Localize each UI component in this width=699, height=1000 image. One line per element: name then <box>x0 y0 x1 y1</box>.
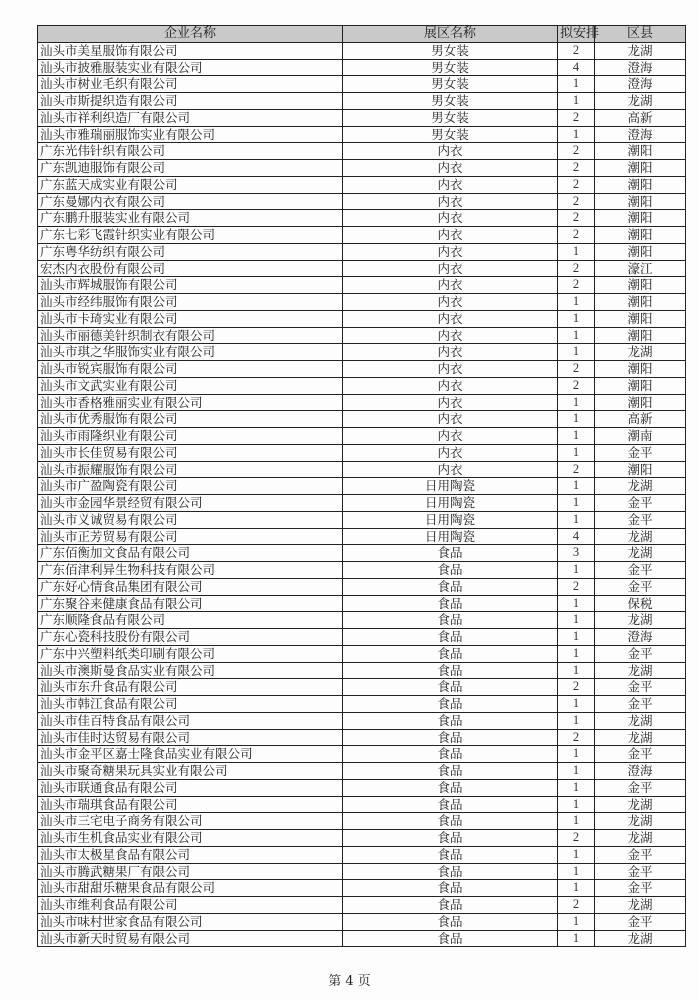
table-row <box>38 595 686 612</box>
enterprise-name-cell: 汕头市经纬服饰有限公司 <box>38 294 343 311</box>
exhibit-zone-cell: 日用陶瓷 <box>343 495 558 512</box>
district-cell: 潮阳 <box>595 143 686 160</box>
planned-count-cell: 1 <box>558 696 595 713</box>
district-cell: 龙湖 <box>595 528 686 545</box>
planned-count-cell: 2 <box>558 377 595 394</box>
planned-count-cell: 1 <box>558 796 595 813</box>
district-cell: 澄海 <box>595 76 686 93</box>
enterprise-name-cell: 汕头市腾武糖果厂有限公司 <box>38 863 343 880</box>
table-row <box>38 913 686 930</box>
district-cell: 金平 <box>595 444 686 461</box>
enterprise-name-cell: 汕头市新天时贸易有限公司 <box>38 930 343 947</box>
district-cell: 潮阳 <box>595 310 686 327</box>
enterprise-name-cell: 汕头市树业毛织有限公司 <box>38 76 343 93</box>
district-cell: 金平 <box>595 511 686 528</box>
district-cell: 金平 <box>595 578 686 595</box>
district-cell: 龙湖 <box>595 830 686 847</box>
table-body <box>38 42 686 947</box>
table-row <box>38 193 686 210</box>
exhibit-zone-cell: 内衣 <box>343 310 558 327</box>
table-row <box>38 746 686 763</box>
exhibit-zone-cell: 食品 <box>343 679 558 696</box>
table-row <box>38 377 686 394</box>
planned-count-cell: 2 <box>558 109 595 126</box>
enterprise-name-cell: 汕头市斯提织造有限公司 <box>38 93 343 110</box>
planned-count-cell: 1 <box>558 662 595 679</box>
table-row <box>38 578 686 595</box>
enterprise-name-cell: 汕头市广盈陶瓷有限公司 <box>38 478 343 495</box>
table-row <box>38 176 686 193</box>
planned-count-cell: 1 <box>558 511 595 528</box>
planned-count-cell: 1 <box>558 478 595 495</box>
exhibit-zone-cell: 食品 <box>343 595 558 612</box>
district-cell: 澄海 <box>595 59 686 76</box>
table-row <box>38 679 686 696</box>
enterprise-name-cell: 汕头市披雅服装实业有限公司 <box>38 59 343 76</box>
district-cell: 澄海 <box>595 763 686 780</box>
exhibit-zone-cell: 内衣 <box>343 243 558 260</box>
enterprise-name-cell: 广东佰衡加文食品有限公司 <box>38 545 343 562</box>
exhibit-zone-cell: 食品 <box>343 696 558 713</box>
table-row <box>38 813 686 830</box>
district-cell: 潮阳 <box>595 227 686 244</box>
planned-count-cell: 2 <box>558 679 595 696</box>
district-cell: 潮南 <box>595 428 686 445</box>
enterprise-name-cell: 广东佰津利异生物科技有限公司 <box>38 562 343 579</box>
district-cell: 金平 <box>595 679 686 696</box>
planned-count-cell: 2 <box>558 461 595 478</box>
table-row <box>38 897 686 914</box>
exhibit-zone-cell: 男女装 <box>343 76 558 93</box>
district-cell: 潮阳 <box>595 243 686 260</box>
exhibit-zone-cell: 食品 <box>343 562 558 579</box>
exhibit-zone-cell: 男女装 <box>343 93 558 110</box>
district-cell: 龙湖 <box>595 93 686 110</box>
enterprise-name-cell: 汕头市雅瑞丽服饰实业有限公司 <box>38 126 343 143</box>
district-cell: 潮阳 <box>595 327 686 344</box>
district-cell: 龙湖 <box>595 712 686 729</box>
exhibit-zone-cell: 内衣 <box>343 377 558 394</box>
enterprise-name-cell: 汕头市佳时达贸易有限公司 <box>38 729 343 746</box>
district-cell: 潮阳 <box>595 176 686 193</box>
enterprise-name-cell: 汕头市三宅电子商务有限公司 <box>38 813 343 830</box>
table-row <box>38 662 686 679</box>
planned-count-cell: 1 <box>558 629 595 646</box>
district-cell: 高新 <box>595 411 686 428</box>
district-cell: 龙湖 <box>595 662 686 679</box>
planned-count-cell: 2 <box>558 176 595 193</box>
table-row <box>38 562 686 579</box>
exhibit-zone-cell: 内衣 <box>343 461 558 478</box>
table-row <box>38 143 686 160</box>
enterprise-name-cell: 汕头市联通食品有限公司 <box>38 779 343 796</box>
district-cell: 潮阳 <box>595 394 686 411</box>
table-row <box>38 545 686 562</box>
planned-count-cell: 1 <box>558 746 595 763</box>
exhibit-zone-cell: 内衣 <box>343 428 558 445</box>
district-cell: 龙湖 <box>595 42 686 59</box>
district-cell: 龙湖 <box>595 612 686 629</box>
table-row <box>38 629 686 646</box>
table-row <box>38 712 686 729</box>
exhibit-zone-cell: 日用陶瓷 <box>343 478 558 495</box>
planned-count-cell: 1 <box>558 126 595 143</box>
planned-count-cell: 1 <box>558 394 595 411</box>
table-header-row <box>38 26 686 43</box>
planned-count-cell: 2 <box>558 729 595 746</box>
district-cell: 龙湖 <box>595 897 686 914</box>
exhibit-zone-cell: 男女装 <box>343 109 558 126</box>
enterprise-name-cell: 汕头市金平区嘉士隆食品实业有限公司 <box>38 746 343 763</box>
header-exhibit-zone: 展区名称 <box>343 26 558 43</box>
header-district: 区县 <box>595 26 686 43</box>
table-row <box>38 76 686 93</box>
planned-count-cell: 1 <box>558 310 595 327</box>
table-row <box>38 210 686 227</box>
exhibit-zone-cell: 日用陶瓷 <box>343 528 558 545</box>
table-row <box>38 830 686 847</box>
exhibit-zone-cell: 内衣 <box>343 227 558 244</box>
district-cell: 金平 <box>595 779 686 796</box>
table-row <box>38 160 686 177</box>
enterprise-name-cell: 广东好心情食品集团有限公司 <box>38 578 343 595</box>
enterprise-name-cell: 汕头市祥利织造厂有限公司 <box>38 109 343 126</box>
exhibit-zone-cell: 食品 <box>343 729 558 746</box>
planned-count-cell: 1 <box>558 243 595 260</box>
enterprise-name-cell: 宏杰内衣股份有限公司 <box>38 260 343 277</box>
planned-count-cell: 2 <box>558 260 595 277</box>
planned-count-cell: 2 <box>558 210 595 227</box>
exhibit-zone-cell: 内衣 <box>343 394 558 411</box>
district-cell: 龙湖 <box>595 930 686 947</box>
district-cell: 潮阳 <box>595 160 686 177</box>
district-cell: 澄海 <box>595 629 686 646</box>
table-row <box>38 645 686 662</box>
table-row <box>38 511 686 528</box>
enterprise-name-cell: 汕头市聚奇糖果玩具实业有限公司 <box>38 763 343 780</box>
planned-count-cell: 1 <box>558 76 595 93</box>
district-cell: 潮阳 <box>595 277 686 294</box>
planned-count-cell: 2 <box>558 830 595 847</box>
planned-count-cell: 2 <box>558 361 595 378</box>
planned-count-cell: 4 <box>558 59 595 76</box>
enterprise-name-cell: 汕头市金园华景经贸有限公司 <box>38 495 343 512</box>
exhibit-zone-cell: 内衣 <box>343 210 558 227</box>
table-row <box>38 444 686 461</box>
table-row <box>38 277 686 294</box>
enterprise-name-cell: 汕头市义诚贸易有限公司 <box>38 511 343 528</box>
enterprise-name-cell: 汕头市长佳贸易有限公司 <box>38 444 343 461</box>
district-cell: 龙湖 <box>595 729 686 746</box>
district-cell: 龙湖 <box>595 545 686 562</box>
planned-count-cell: 1 <box>558 411 595 428</box>
exhibit-zone-cell: 食品 <box>343 913 558 930</box>
exhibit-zone-cell: 内衣 <box>343 176 558 193</box>
enterprise-name-cell: 汕头市味村世家食品有限公司 <box>38 913 343 930</box>
enterprise-name-cell: 汕头市琪之华服饰实业有限公司 <box>38 344 343 361</box>
planned-count-cell: 1 <box>558 779 595 796</box>
planned-count-cell: 1 <box>558 913 595 930</box>
district-cell: 金平 <box>595 863 686 880</box>
enterprise-name-cell: 汕头市优秀服饰有限公司 <box>38 411 343 428</box>
table-row <box>38 227 686 244</box>
district-cell: 高新 <box>595 109 686 126</box>
exhibit-zone-cell: 食品 <box>343 897 558 914</box>
exhibit-zone-cell: 食品 <box>343 930 558 947</box>
exhibit-zone-cell: 食品 <box>343 612 558 629</box>
district-cell: 金平 <box>595 846 686 863</box>
table-row <box>38 243 686 260</box>
exhibit-zone-cell: 食品 <box>343 813 558 830</box>
table-row <box>38 344 686 361</box>
exhibit-zone-cell: 男女装 <box>343 126 558 143</box>
planned-count-cell: 2 <box>558 578 595 595</box>
exhibit-zone-cell: 内衣 <box>343 277 558 294</box>
table-row <box>38 126 686 143</box>
exhibit-zone-cell: 内衣 <box>343 260 558 277</box>
enterprise-name-cell: 广东粤华纺织有限公司 <box>38 243 343 260</box>
exhibit-zone-cell: 食品 <box>343 863 558 880</box>
enterprise-name-cell: 广东七彩飞霞针织实业有限公司 <box>38 227 343 244</box>
table-row <box>38 260 686 277</box>
district-cell: 金平 <box>595 746 686 763</box>
district-cell: 龙湖 <box>595 796 686 813</box>
table-row <box>38 696 686 713</box>
table-row <box>38 763 686 780</box>
planned-count-cell: 1 <box>558 880 595 897</box>
enterprise-name-cell: 汕头市文武实业有限公司 <box>38 377 343 394</box>
district-cell: 金平 <box>595 913 686 930</box>
exhibit-zone-cell: 食品 <box>343 846 558 863</box>
table-row <box>38 495 686 512</box>
enterprise-name-cell: 汕头市佳百特食品有限公司 <box>38 712 343 729</box>
planned-count-cell: 1 <box>558 562 595 579</box>
exhibit-zone-cell: 食品 <box>343 629 558 646</box>
table-row <box>38 796 686 813</box>
planned-count-cell: 2 <box>558 160 595 177</box>
table-row <box>38 880 686 897</box>
table-row <box>38 846 686 863</box>
district-cell: 潮阳 <box>595 461 686 478</box>
planned-count-cell: 2 <box>558 193 595 210</box>
exhibit-zone-cell: 内衣 <box>343 160 558 177</box>
exhibit-zone-cell: 食品 <box>343 763 558 780</box>
enterprise-name-cell: 广东中兴塑料纸类印刷有限公司 <box>38 645 343 662</box>
exhibit-zone-cell: 食品 <box>343 645 558 662</box>
exhibit-zone-cell: 男女装 <box>343 59 558 76</box>
enterprise-name-cell: 广东光伟针织有限公司 <box>38 143 343 160</box>
table-row <box>38 461 686 478</box>
enterprise-name-cell: 广东凯迪服饰有限公司 <box>38 160 343 177</box>
table-row <box>38 109 686 126</box>
table-row <box>38 930 686 947</box>
exhibit-zone-cell: 食品 <box>343 779 558 796</box>
enterprise-name-cell: 广东顺隆食品有限公司 <box>38 612 343 629</box>
enterprise-name-cell: 汕头市维利食品有限公司 <box>38 897 343 914</box>
district-cell: 金平 <box>595 696 686 713</box>
district-cell: 金平 <box>595 880 686 897</box>
district-cell: 龙湖 <box>595 813 686 830</box>
planned-count-cell: 1 <box>558 595 595 612</box>
planned-count-cell: 1 <box>558 645 595 662</box>
enterprise-name-cell: 汕头市锐宾服饰有限公司 <box>38 361 343 378</box>
enterprise-name-cell: 汕头市东升食品有限公司 <box>38 679 343 696</box>
enterprise-name-cell: 汕头市美星服饰有限公司 <box>38 42 343 59</box>
district-cell: 金平 <box>595 645 686 662</box>
table-row <box>38 528 686 545</box>
district-cell: 龙湖 <box>595 344 686 361</box>
table-row <box>38 93 686 110</box>
exhibit-zone-cell: 内衣 <box>343 411 558 428</box>
enterprise-name-cell: 汕头市太极星食品有限公司 <box>38 846 343 863</box>
district-cell: 金平 <box>595 495 686 512</box>
table-row <box>38 478 686 495</box>
exhibit-zone-cell: 食品 <box>343 578 558 595</box>
table-row <box>38 361 686 378</box>
table-row <box>38 42 686 59</box>
planned-count-cell: 1 <box>558 813 595 830</box>
header-planned-count: 拟安排 <box>558 26 595 43</box>
table-row <box>38 327 686 344</box>
header-enterprise-name: 企业名称 <box>38 26 343 43</box>
enterprise-name-cell: 广东曼娜内衣有限公司 <box>38 193 343 210</box>
table-row <box>38 394 686 411</box>
enterprise-name-cell: 汕头市正芳贸易有限公司 <box>38 528 343 545</box>
enterprise-name-cell: 汕头市生机食品实业有限公司 <box>38 830 343 847</box>
enterprise-name-cell: 汕头市丽德美针织制衣有限公司 <box>38 327 343 344</box>
table-row <box>38 612 686 629</box>
exhibit-zone-cell: 内衣 <box>343 361 558 378</box>
exhibit-zone-cell: 食品 <box>343 796 558 813</box>
planned-count-cell: 1 <box>558 712 595 729</box>
table-row <box>38 779 686 796</box>
enterprise-name-cell: 广东聚谷来健康食品有限公司 <box>38 595 343 612</box>
planned-count-cell: 1 <box>558 763 595 780</box>
enterprise-name-cell: 汕头市雨隆织业有限公司 <box>38 428 343 445</box>
district-cell: 潮阳 <box>595 294 686 311</box>
table-row <box>38 294 686 311</box>
district-cell: 龙湖 <box>595 478 686 495</box>
planned-count-cell: 2 <box>558 227 595 244</box>
table-row <box>38 59 686 76</box>
exhibit-zone-cell: 内衣 <box>343 327 558 344</box>
enterprise-name-cell: 汕头市香格雅丽实业有限公司 <box>38 394 343 411</box>
enterprise-name-cell: 汕头市瑞琪食品有限公司 <box>38 796 343 813</box>
planned-count-cell: 1 <box>558 444 595 461</box>
exhibit-zone-cell: 内衣 <box>343 193 558 210</box>
exhibit-zone-cell: 食品 <box>343 712 558 729</box>
enterprise-name-cell: 汕头市卡琦实业有限公司 <box>38 310 343 327</box>
planned-count-cell: 2 <box>558 897 595 914</box>
enterprise-name-cell: 汕头市振耀服饰有限公司 <box>38 461 343 478</box>
planned-count-cell: 2 <box>558 143 595 160</box>
district-cell: 澄海 <box>595 126 686 143</box>
table-row <box>38 310 686 327</box>
district-cell: 潮阳 <box>595 193 686 210</box>
exhibit-zone-cell: 内衣 <box>343 344 558 361</box>
exhibit-zone-cell: 男女装 <box>343 42 558 59</box>
page-number: 第 4 页 <box>328 974 371 989</box>
district-cell: 潮阳 <box>595 210 686 227</box>
planned-count-cell: 1 <box>558 93 595 110</box>
exhibit-zone-cell: 食品 <box>343 830 558 847</box>
planned-count-cell: 1 <box>558 344 595 361</box>
enterprise-name-cell: 汕头市辉城服饰有限公司 <box>38 277 343 294</box>
enterprise-table <box>37 25 686 947</box>
planned-count-cell: 1 <box>558 294 595 311</box>
planned-count-cell: 1 <box>558 930 595 947</box>
planned-count-cell: 1 <box>558 612 595 629</box>
district-cell: 保税 <box>595 595 686 612</box>
planned-count-cell: 2 <box>558 277 595 294</box>
district-cell: 潮阳 <box>595 361 686 378</box>
exhibit-zone-cell: 日用陶瓷 <box>343 511 558 528</box>
district-cell: 金平 <box>595 562 686 579</box>
exhibit-zone-cell: 食品 <box>343 746 558 763</box>
exhibit-zone-cell: 食品 <box>343 880 558 897</box>
district-cell: 濠江 <box>595 260 686 277</box>
planned-count-cell: 1 <box>558 327 595 344</box>
exhibit-zone-cell: 内衣 <box>343 143 558 160</box>
exhibit-zone-cell: 食品 <box>343 545 558 562</box>
exhibit-zone-cell: 内衣 <box>343 444 558 461</box>
planned-count-cell: 4 <box>558 528 595 545</box>
planned-count-cell: 1 <box>558 495 595 512</box>
enterprise-name-cell: 汕头市韩江食品有限公司 <box>38 696 343 713</box>
exhibit-zone-cell: 食品 <box>343 662 558 679</box>
table-row <box>38 729 686 746</box>
table-row <box>38 428 686 445</box>
district-cell: 潮阳 <box>595 377 686 394</box>
enterprise-name-cell: 广东鹏升服装实业有限公司 <box>38 210 343 227</box>
exhibit-zone-cell: 内衣 <box>343 294 558 311</box>
planned-count-cell: 3 <box>558 545 595 562</box>
planned-count-cell: 1 <box>558 846 595 863</box>
table-row <box>38 411 686 428</box>
enterprise-name-cell: 广东蓝天成实业有限公司 <box>38 176 343 193</box>
enterprise-name-cell: 广东心瓷科技股份有限公司 <box>38 629 343 646</box>
planned-count-cell: 2 <box>558 42 595 59</box>
planned-count-cell: 1 <box>558 863 595 880</box>
table-row <box>38 863 686 880</box>
enterprise-name-cell: 汕头市澳斯曼食品实业有限公司 <box>38 662 343 679</box>
planned-count-cell: 1 <box>558 428 595 445</box>
enterprise-name-cell: 汕头市甜甜乐糖果食品有限公司 <box>38 880 343 897</box>
